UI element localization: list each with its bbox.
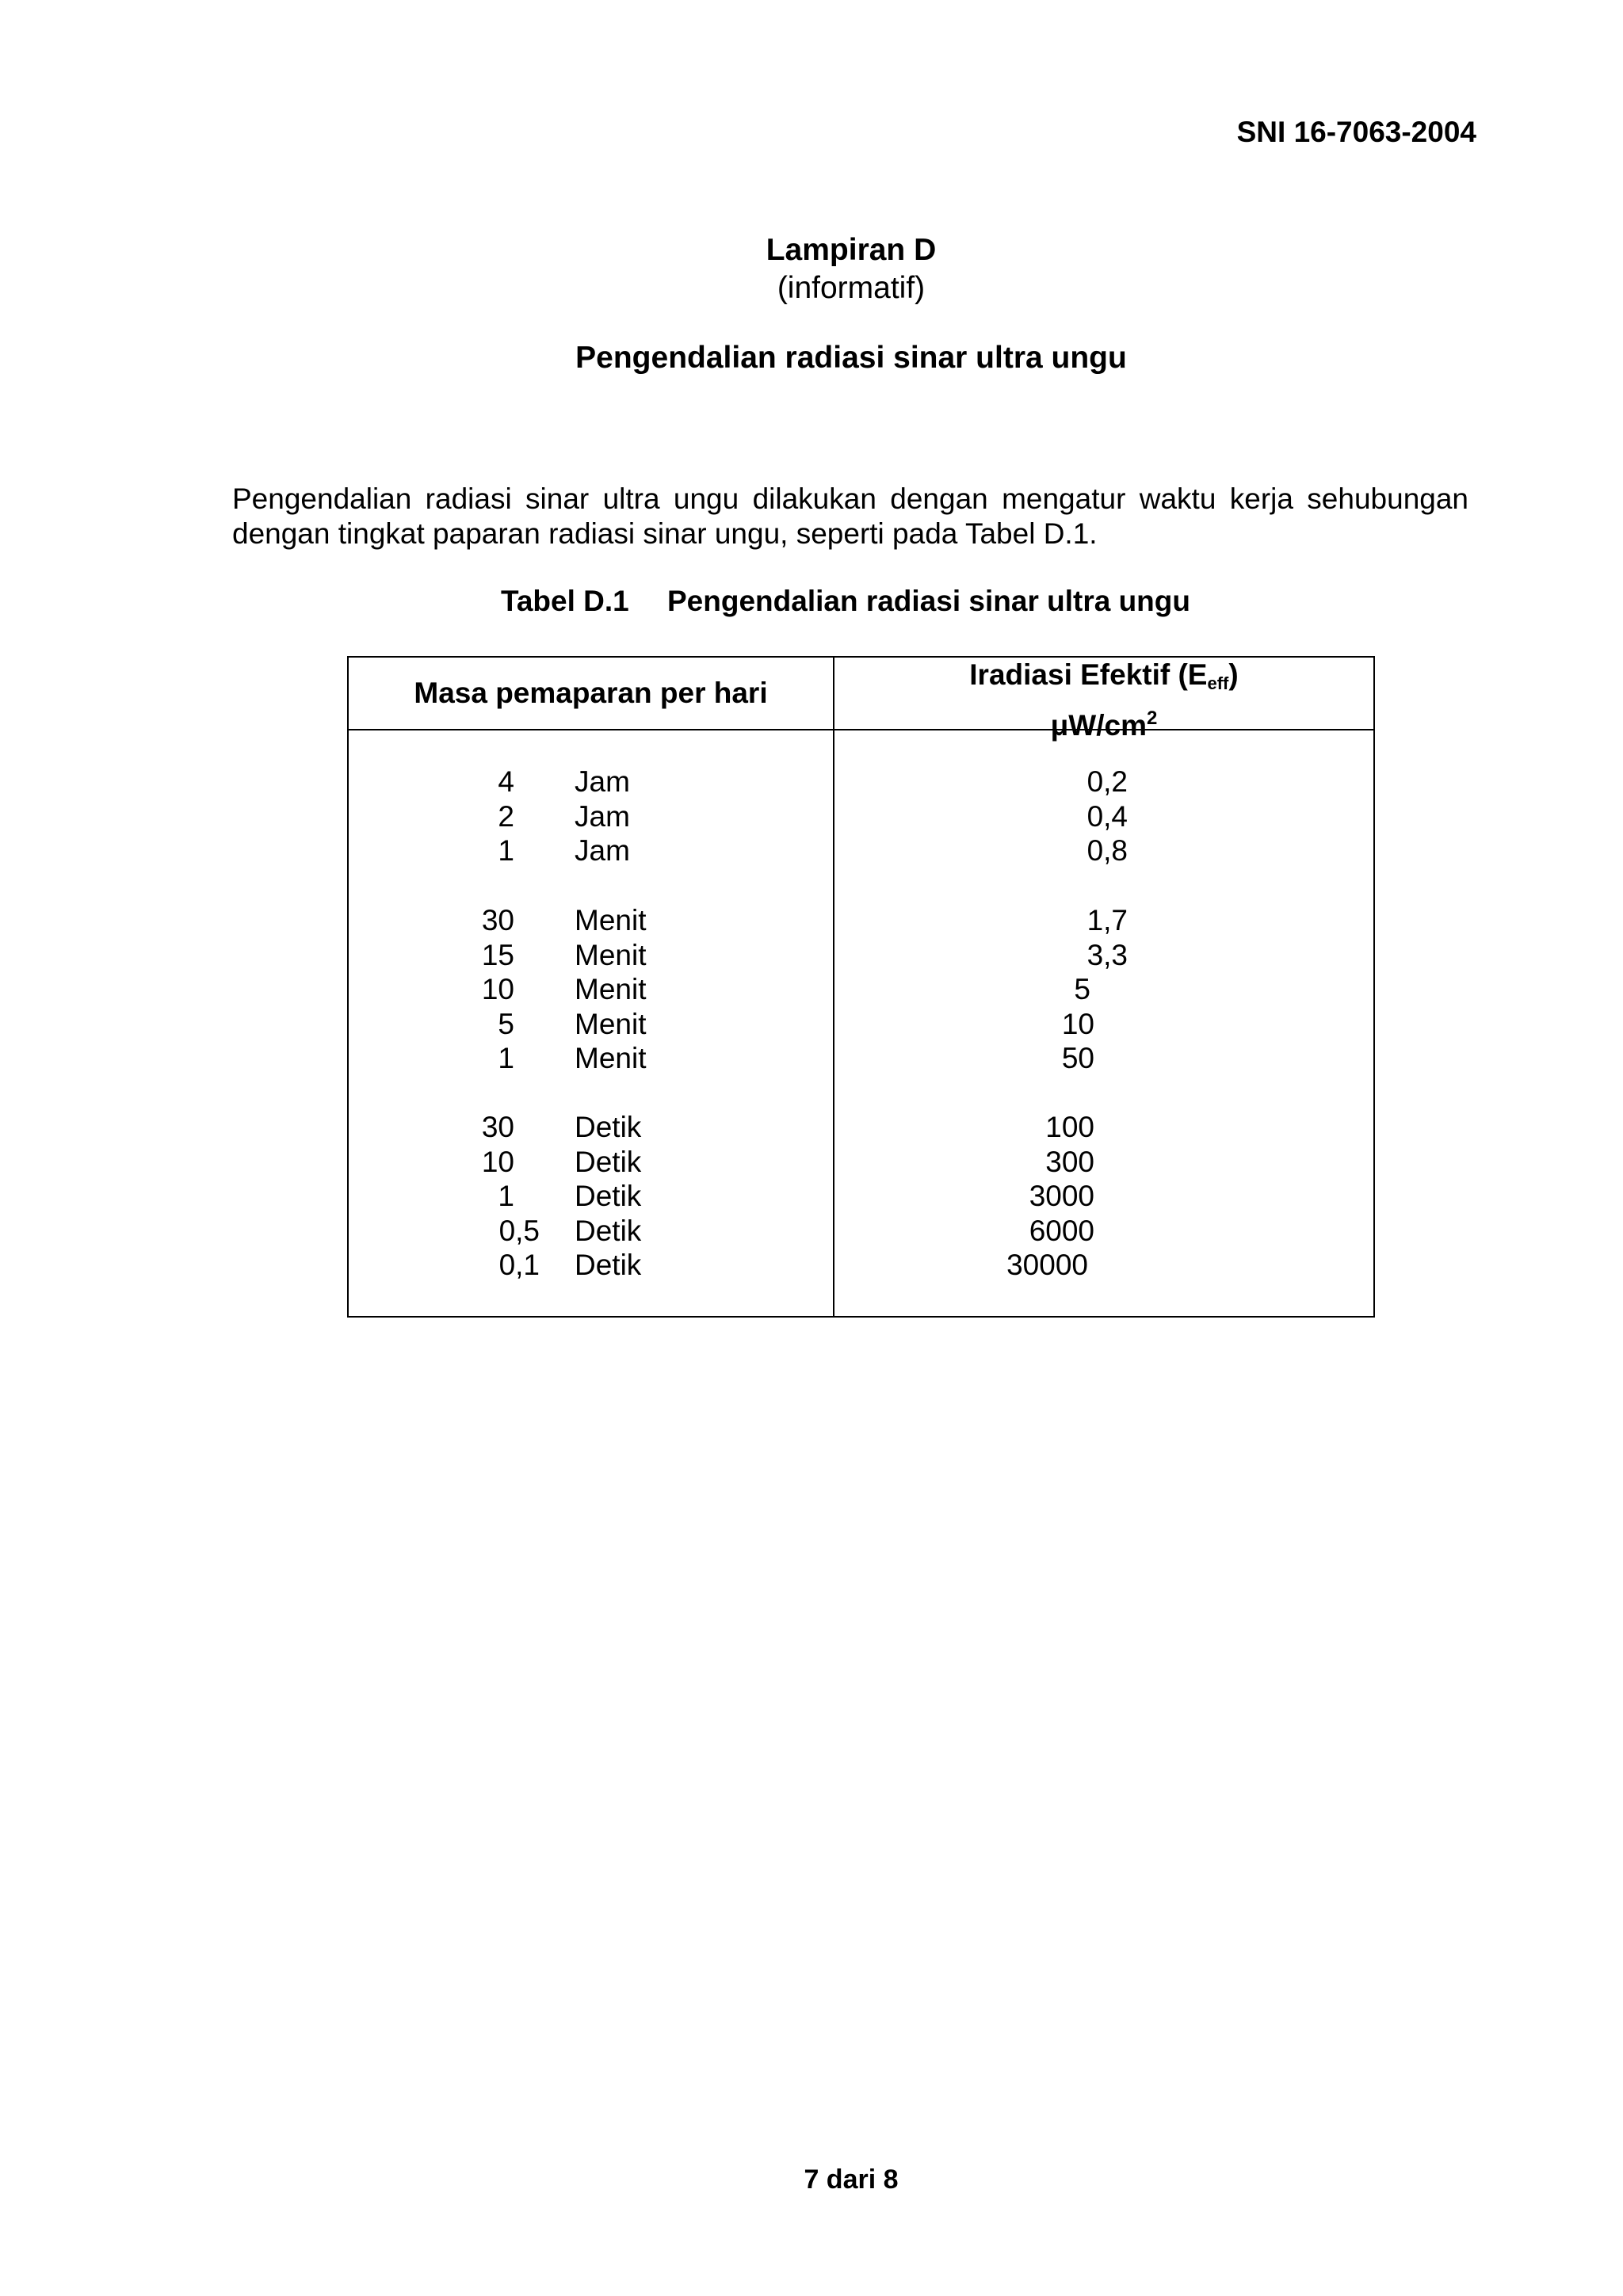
- table-row: [349, 765, 1373, 800]
- annex-header: [0, 231, 1623, 307]
- irradiance-value: 3,3: [1086, 938, 1128, 971]
- table-row: [349, 973, 1373, 1008]
- table-caption: [501, 585, 1190, 618]
- table-row: [349, 834, 1373, 869]
- annex-heading: Pengendalian radiasi sinar ultra ungu: [575, 341, 1127, 375]
- standard-number: SNI 16-7063-2004: [1236, 116, 1476, 148]
- duration-quantity: 5: [498, 1007, 514, 1040]
- header-effective-irradiance: [834, 658, 1373, 742]
- duration-unit: Detik: [575, 1145, 642, 1178]
- uv-exposure-table: [347, 656, 1375, 1318]
- irradiance-value: 3000: [1029, 1180, 1094, 1213]
- intro-line-1: Pengendalian radiasi sinar ultra ungu dilakukan dengan mengatur waktu kerja sehubungan: [232, 482, 1468, 515]
- duration-quantity: 4: [498, 765, 514, 798]
- row-group-seconds: [349, 1111, 1373, 1283]
- duration-unit: Detik: [575, 1214, 642, 1247]
- duration-quantity: 1: [498, 1042, 514, 1075]
- duration-quantity: 15: [481, 938, 514, 971]
- irradiance-value: 50: [1061, 1042, 1094, 1075]
- table-row: [349, 1008, 1373, 1043]
- duration-unit: Menit: [575, 904, 647, 936]
- duration-quantity: 1: [498, 1180, 514, 1213]
- table-row: [349, 904, 1373, 939]
- table-row: [349, 1249, 1373, 1283]
- row-group-hours: [349, 765, 1373, 869]
- duration-unit: Menit: [575, 1007, 647, 1040]
- table-row: [349, 1111, 1373, 1146]
- table-row: [349, 1180, 1373, 1215]
- duration-unit: Menit: [575, 973, 647, 1006]
- table-caption-title: Pengendalian radiasi sinar ultra ungu: [667, 585, 1190, 617]
- irradiance-value: 30000: [1006, 1249, 1088, 1282]
- annex-type: (informatif): [777, 271, 926, 305]
- duration-unit: Detik: [575, 1111, 642, 1143]
- duration-unit: Jam: [575, 765, 630, 798]
- duration-unit: Menit: [575, 938, 647, 971]
- irradiance-value: 300: [1045, 1145, 1094, 1178]
- table-row: [349, 1146, 1373, 1180]
- duration-quantity: 1: [498, 834, 514, 868]
- duration-unit: Menit: [575, 1042, 647, 1075]
- table-row: [349, 939, 1373, 974]
- page-number: 7 dari 8: [804, 2164, 899, 2195]
- duration-unit: Jam: [575, 799, 630, 833]
- duration-quantity: 10: [481, 1145, 514, 1178]
- header-irradiance-unit: $\mu W/cm^2$: [1050, 707, 1158, 742]
- table-row: [349, 1215, 1373, 1249]
- irradiance-value: 0,4: [1086, 799, 1128, 833]
- irradiance-value: 5: [1074, 973, 1090, 1006]
- duration-quantity: 30: [481, 904, 514, 936]
- duration-quantity: 30: [481, 1111, 514, 1143]
- duration-quantity: 2: [498, 799, 514, 833]
- irradiance-value: 0,2: [1086, 765, 1128, 798]
- duration-unit: Detik: [575, 1249, 642, 1282]
- table-row: [349, 1042, 1373, 1077]
- intro-line-2: dengan tingkat paparan radiasi sinar ungu, seperti pada Tabel D.1.: [232, 517, 1098, 550]
- header-irradiance-label: Iradiasi Efektif $(E_{eff})$: [969, 658, 1239, 693]
- irradiance-value: 10: [1061, 1007, 1094, 1040]
- intro-paragraph: [232, 482, 1468, 551]
- table-caption-number: Tabel D.1: [501, 585, 629, 617]
- irradiance-value: 0,8: [1086, 834, 1128, 868]
- duration-unit: Detik: [575, 1180, 642, 1213]
- irradiance-value: 6000: [1029, 1214, 1094, 1247]
- irradiance-value: 100: [1045, 1111, 1094, 1143]
- duration-unit: Jam: [575, 834, 630, 868]
- header-exposure-duration: Masa pemaparan per hari: [414, 677, 768, 709]
- table-row: [349, 800, 1373, 835]
- duration-quantity: 0,1: [498, 1249, 540, 1282]
- duration-quantity: 10: [481, 973, 514, 1006]
- annex-title: Lampiran D: [766, 233, 937, 267]
- row-group-minutes: [349, 904, 1373, 1077]
- duration-quantity: 0,5: [498, 1214, 540, 1247]
- irradiance-value: 1,7: [1086, 904, 1128, 936]
